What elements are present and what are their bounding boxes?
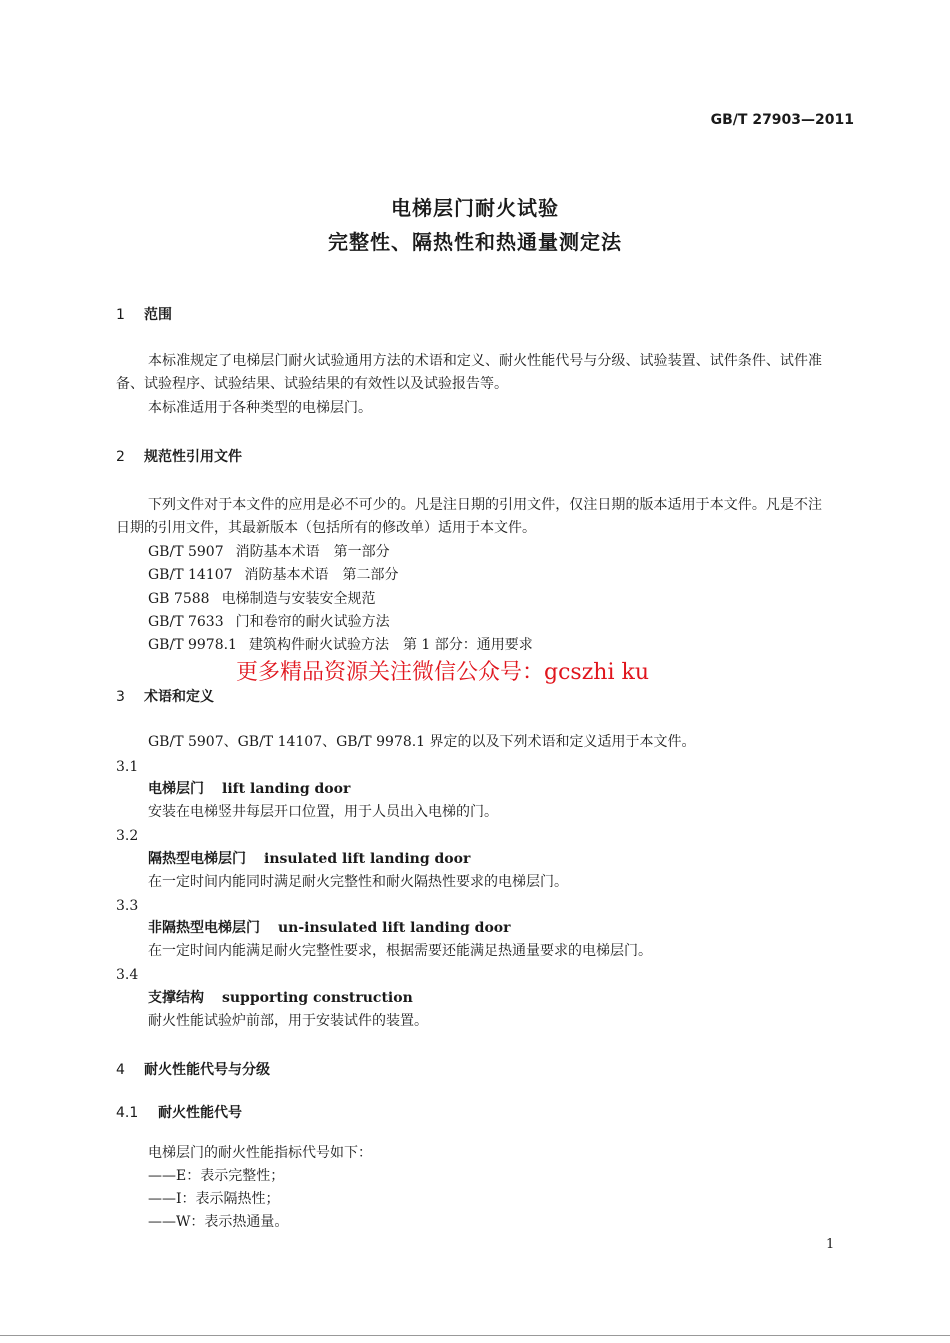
ref-list-item <box>148 568 399 582</box>
ref-code: GB/T 14107 <box>148 567 233 583</box>
ref-code: GB/T 5907 <box>148 544 224 560</box>
term-definition: 安装在电梯竖井每层开口位置，用于人员出入电梯的门。 <box>148 804 498 820</box>
list-item: ——E：表示完整性； <box>148 1168 285 1184</box>
term-number: 3.3 <box>116 898 139 914</box>
section-number: 4 <box>116 1062 125 1078</box>
list-item: ——I：表示隔热性； <box>148 1191 280 1207</box>
section-number: 3 <box>116 689 125 705</box>
term-definition: 在一定时间内能满足耐火完整性要求，根据需要还能满足热通量要求的电梯层门。 <box>148 943 652 959</box>
section-1-para-2: 本标准适用于各种类型的电梯层门。 <box>148 400 372 416</box>
ref-code: GB/T 9978.1 <box>148 637 237 653</box>
section-number: 1 <box>116 307 125 323</box>
page-number: 1 <box>826 1237 835 1252</box>
term-number: 3.4 <box>116 967 139 983</box>
term-heading <box>148 991 413 1005</box>
term-definition: 耐火性能试验炉前部，用于安装试件的装置。 <box>148 1013 428 1029</box>
term-definition: 在一定时间内能同时满足耐火完整性和耐火隔热性要求的电梯层门。 <box>148 874 568 890</box>
page-bottom-edge <box>0 1335 950 1336</box>
section-4-heading <box>116 1063 270 1077</box>
term-cn: 非隔热型电梯层门 <box>148 920 260 936</box>
term-cn: 隔热型电梯层门 <box>148 851 246 867</box>
ref-title: 消防基本术语 第一部分 <box>235 544 390 560</box>
subsection-number: 4.1 <box>116 1105 139 1121</box>
section-title: 耐火性能代号与分级 <box>144 1062 270 1078</box>
section-2-para-1: 下列文件对于本文件的应用是必不可少的。凡是注日期的引用文件，仅注日期的版本适用于本文件。凡是不注日期的引用文件，其最新版本（包括所有的修改单）适用于本文件。 <box>116 497 822 536</box>
section-title: 规范性引用文件 <box>144 449 242 465</box>
term-cn: 支撑结构 <box>148 990 204 1006</box>
section-1-heading <box>116 308 172 322</box>
section-3-heading <box>116 690 214 704</box>
ref-title: 建筑构件耐火试验方法 第 1 部分：通用要求 <box>248 637 533 653</box>
section-title: 范围 <box>144 307 172 323</box>
ref-list-item <box>148 638 533 652</box>
term-heading <box>148 921 511 935</box>
ref-code: GB 7588 <box>148 591 210 607</box>
term-number: 3.1 <box>116 759 139 775</box>
ref-code: GB/T 7633 <box>148 614 224 630</box>
subsection-title: 耐火性能代号 <box>158 1105 242 1121</box>
term-en: insulated lift landing door <box>264 851 471 867</box>
ref-title: 消防基本术语 第二部分 <box>244 567 399 583</box>
section-2-heading <box>116 450 242 464</box>
term-cn: 电梯层门 <box>148 781 204 797</box>
ref-title: 电梯制造与安装安全规范 <box>221 591 376 607</box>
term-number: 3.2 <box>116 828 139 844</box>
document-title-line2: 完整性、隔热性和热通量测定法 <box>328 230 622 254</box>
section-1-para-1: 本标准规定了电梯层门耐火试验通用方法的术语和定义、耐火性能代号与分级、试验装置、试件条件、试件准备、试验程序、试验结果、试验结果的有效性以及试验报告等。 <box>116 353 822 392</box>
standard-code: GB/T 27903—2011 <box>710 112 854 128</box>
list-item: ——W：表示热通量。 <box>148 1214 289 1230</box>
section-number: 2 <box>116 449 125 465</box>
ref-list-item <box>148 545 390 559</box>
term-heading <box>148 852 470 866</box>
term-heading <box>148 782 350 796</box>
term-en: supporting construction <box>222 990 413 1006</box>
ref-list-item <box>148 592 376 606</box>
watermark-text: 更多精品资源关注微信公众号：gcszhi ku <box>236 660 649 685</box>
section-3-intro: GB/T 5907、GB/T 14107、GB/T 9978.1 界定的以及下列术语和定义适用于本文件。 <box>148 734 696 750</box>
term-en: un-insulated lift landing door <box>278 920 511 936</box>
document-title-line1: 电梯层门耐火试验 <box>391 196 559 220</box>
subsection-4-1-intro: 电梯层门的耐火性能指标代号如下： <box>148 1145 372 1161</box>
ref-title: 门和卷帘的耐火试验方法 <box>235 614 390 630</box>
section-title: 术语和定义 <box>144 689 214 705</box>
subsection-4-1-heading <box>116 1106 242 1120</box>
term-en: lift landing door <box>222 781 351 797</box>
ref-list-item <box>148 615 390 629</box>
